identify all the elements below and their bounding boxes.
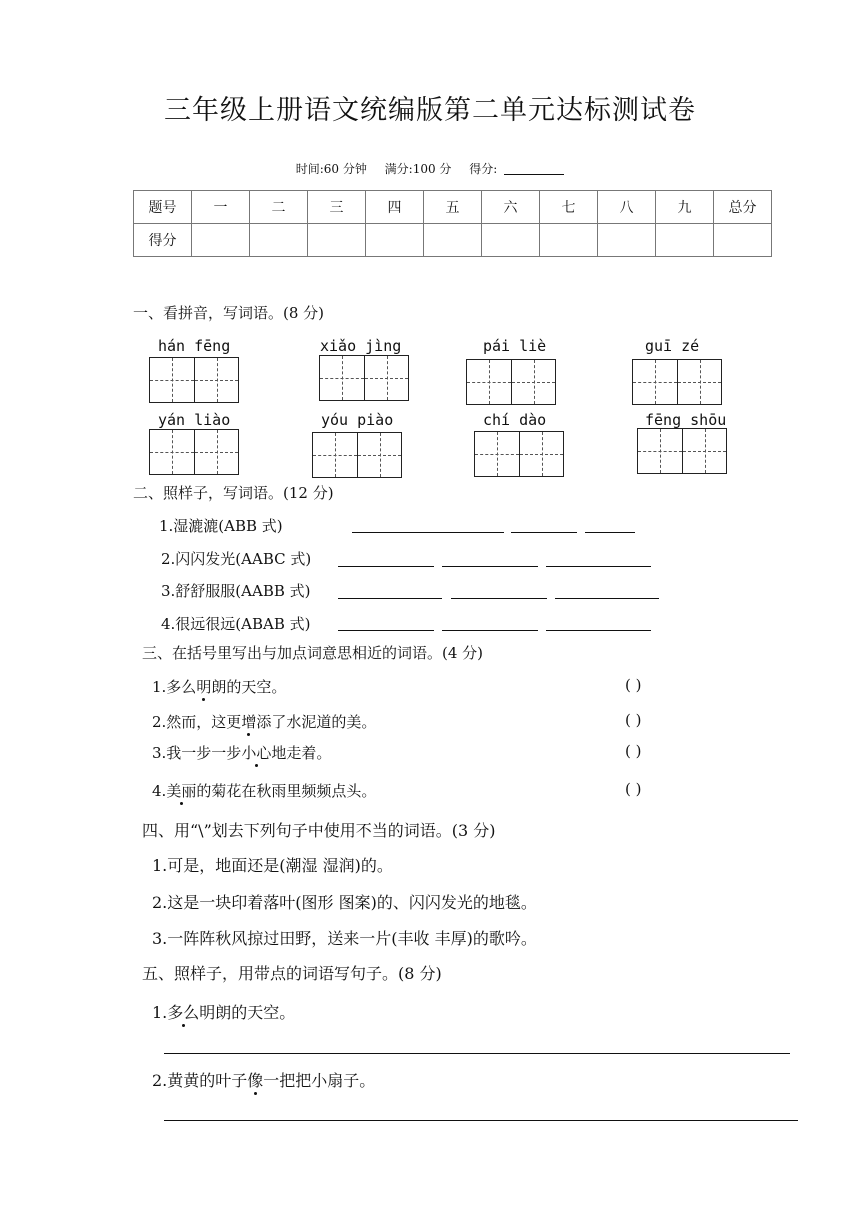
sec4-item-1: 1.可是，地面还是(潮湿 湿润)的。 xyxy=(152,856,393,875)
answer-line[interactable] xyxy=(555,598,659,599)
writing-grid-3[interactable] xyxy=(466,359,556,405)
item-text: 朗的天空。 xyxy=(211,678,287,696)
answer-line[interactable] xyxy=(442,566,538,567)
answer-line[interactable] xyxy=(451,598,547,599)
sec5-item-2 xyxy=(152,1068,375,1091)
writing-grid-2[interactable] xyxy=(319,355,409,401)
item-text: 地走着。 xyxy=(271,744,332,762)
item-text: 1. xyxy=(152,1003,168,1022)
dotted-word: 像 xyxy=(247,1071,264,1090)
sec3-item-1 xyxy=(152,676,286,697)
section-4-heading: 四、用“\”划去下列句子中使用不当的词语。(3 分) xyxy=(142,821,496,840)
answer-line[interactable] xyxy=(546,566,651,567)
dotted-word: 多么 xyxy=(167,1003,200,1022)
pinyin-2: xiǎo jìng xyxy=(320,337,402,355)
score-input-cell[interactable] xyxy=(598,224,656,257)
item-text: 3.我一步一步 xyxy=(152,744,242,762)
item-text: 明朗的天空。 xyxy=(199,1003,296,1022)
sec2-item-1: 1.湿漉漉(ABB 式) xyxy=(159,517,283,535)
pinyin-7: chí dào xyxy=(483,411,547,429)
page-title: 三年级上册语文统编版第二单元达标测试卷 xyxy=(164,95,696,126)
dotted-word: 小心 xyxy=(241,744,272,762)
exam-meta xyxy=(0,160,860,177)
table-cell: 九 xyxy=(656,191,714,224)
score-input-cell[interactable] xyxy=(424,224,482,257)
writing-grid-8[interactable] xyxy=(637,428,727,474)
writing-grid-4[interactable] xyxy=(632,359,722,405)
pinyin-4: guī zé xyxy=(645,337,700,355)
answer-line[interactable] xyxy=(546,630,651,631)
sec2-item-3: 3.舒舒服服(AABB 式) xyxy=(161,582,311,600)
answer-paren[interactable]: ( ) xyxy=(625,742,642,760)
score-input-cell[interactable] xyxy=(540,224,598,257)
answer-paren[interactable]: ( ) xyxy=(625,711,642,729)
item-text: 2.黄黄的叶子 xyxy=(152,1071,248,1090)
table-cell: 二 xyxy=(250,191,308,224)
score-input-cell[interactable] xyxy=(366,224,424,257)
score-table xyxy=(133,190,772,257)
score-table-header-row xyxy=(134,191,772,224)
answer-line[interactable] xyxy=(338,598,442,599)
table-cell: 得分 xyxy=(134,224,192,257)
score-input-cell[interactable] xyxy=(308,224,366,257)
answer-line[interactable] xyxy=(511,532,577,533)
score-input-cell[interactable] xyxy=(192,224,250,257)
pinyin-8: fēng shōu xyxy=(645,411,727,429)
table-cell: 七 xyxy=(540,191,598,224)
answer-line[interactable] xyxy=(338,566,434,567)
table-cell: 四 xyxy=(366,191,424,224)
item-text: 一把把小扇子。 xyxy=(263,1071,376,1090)
sec3-item-3 xyxy=(152,742,331,763)
table-cell: 五 xyxy=(424,191,482,224)
table-cell: 三 xyxy=(308,191,366,224)
item-text: 的菊花在秋雨里频频点头。 xyxy=(196,782,377,800)
answer-line[interactable] xyxy=(442,630,538,631)
answer-paren[interactable]: ( ) xyxy=(625,780,642,798)
pinyin-5: yán liào xyxy=(158,411,231,429)
sec4-item-3: 3.一阵阵秋风掠过田野，送来一片(丰收 丰厚)的歌吟。 xyxy=(152,929,537,948)
pinyin-6: yóu piào xyxy=(321,411,394,429)
table-cell: 题号 xyxy=(134,191,192,224)
pinyin-1: hán fēng xyxy=(158,337,231,355)
sec3-item-2 xyxy=(152,711,376,732)
item-text: 2.然而，这更 xyxy=(152,713,242,731)
sec2-item-4: 4.很远很远(ABAB 式) xyxy=(161,615,311,633)
table-cell: 总分 xyxy=(714,191,772,224)
section-5-heading: 五、照样子，用带点的词语写句子。(8 分) xyxy=(142,964,442,983)
score-input-cell[interactable] xyxy=(482,224,540,257)
section-1-heading: 一、看拼音，写词语。(8 分) xyxy=(133,304,325,322)
writing-grid-7[interactable] xyxy=(474,431,564,477)
time-limit: 时间:60 分钟 xyxy=(295,162,367,176)
score-input-cell[interactable] xyxy=(656,224,714,257)
pinyin-3: pái liè xyxy=(483,337,547,355)
answer-paren[interactable]: ( ) xyxy=(625,676,642,694)
answer-line[interactable] xyxy=(585,532,635,533)
score-input-cell[interactable] xyxy=(250,224,308,257)
answer-line[interactable] xyxy=(164,1053,790,1054)
answer-line[interactable] xyxy=(338,630,434,631)
answer-line[interactable] xyxy=(164,1120,798,1121)
writing-grid-1[interactable] xyxy=(149,357,239,403)
table-cell: 八 xyxy=(598,191,656,224)
table-cell: 一 xyxy=(192,191,250,224)
item-text: 1.多么 xyxy=(152,678,197,696)
writing-grid-6[interactable] xyxy=(312,432,402,478)
sec2-item-2: 2.闪闪发光(AABC 式) xyxy=(161,550,312,568)
sec5-item-1 xyxy=(152,1000,295,1023)
sec3-item-4 xyxy=(152,780,376,801)
dotted-word: 增 xyxy=(241,713,257,731)
full-score: 满分:100 分 xyxy=(384,162,452,176)
item-text: 4. xyxy=(152,782,167,800)
item-text: 添了水泥道的美。 xyxy=(256,713,377,731)
section-3-heading: 三、在括号里写出与加点词意思相近的词语。(4 分) xyxy=(142,644,484,662)
dotted-word: 美丽 xyxy=(166,782,197,800)
score-label: 得分: xyxy=(469,162,498,176)
table-cell: 六 xyxy=(482,191,540,224)
writing-grid-5[interactable] xyxy=(149,429,239,475)
dotted-word: 明 xyxy=(196,678,212,696)
score-input-cell[interactable] xyxy=(714,224,772,257)
answer-line[interactable] xyxy=(352,532,504,533)
score-blank[interactable] xyxy=(504,174,564,175)
section-2-heading: 二、照样子，写词语。(12 分) xyxy=(133,484,334,502)
sec4-item-2: 2.这是一块印着落叶(图形 图案)的、闪闪发光的地毯。 xyxy=(152,893,537,912)
score-table-score-row xyxy=(134,224,772,257)
